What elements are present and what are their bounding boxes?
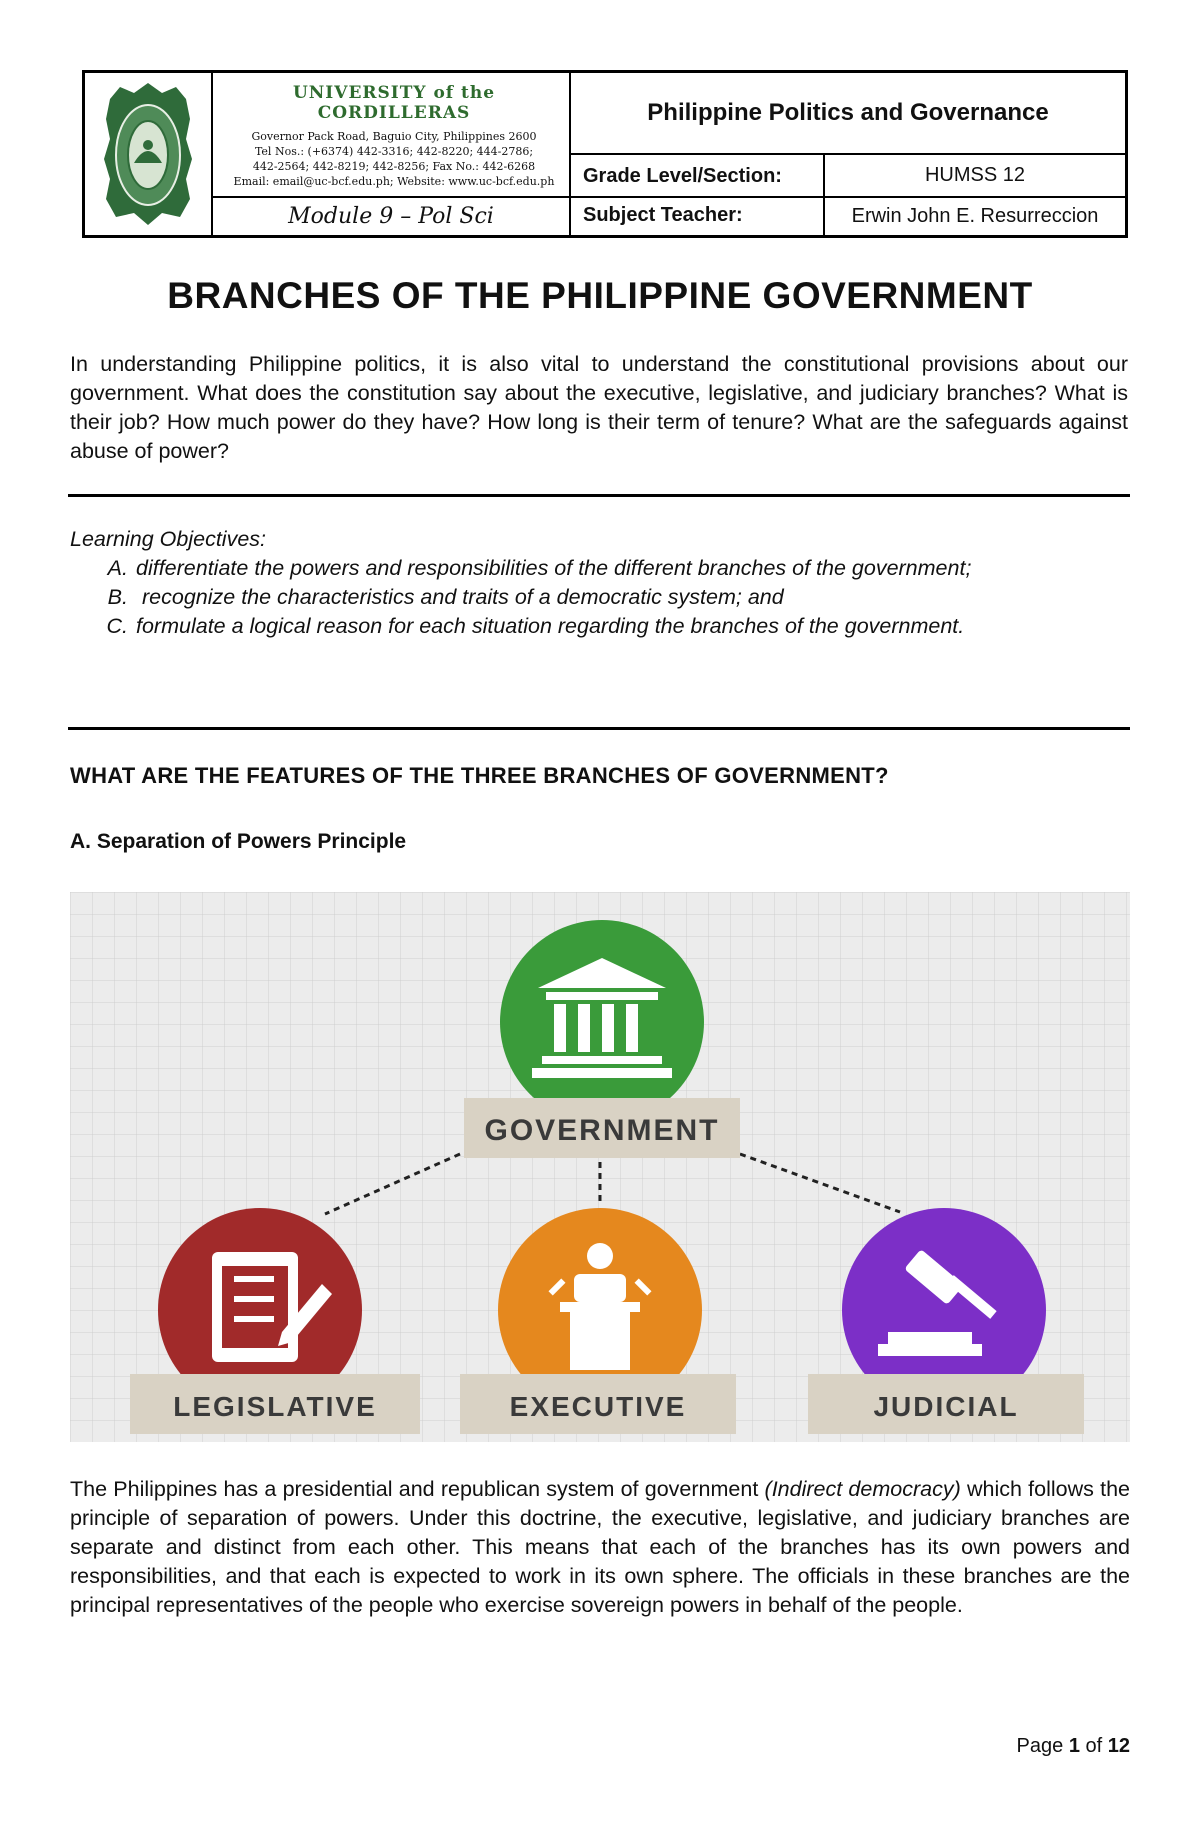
branches-diagram [70,892,1130,1442]
body-text-part2: which follows the principle of separation of powers. Under this doctrine, the executive, legislative, and judiciary branches are separate and distinct from each other. This means that each of the branches has its own powers and responsibilities, and that each is expected to work in its own sphere. The officials in these branches are the principal representatives of the people who exercise sovereign powers in behalf of the people. [70,1477,1130,1617]
page-total: 12 [1107,1735,1130,1757]
telephone-line-1: Tel Nos.: (+6374) 442-3316; 442-8220; 444-2786; [254,145,534,158]
objective-letter: C. [106,614,128,638]
grade-level-label: Grade Level/Section: [571,155,825,198]
body-text-part1: The Philippines has a presidential and republican system of government [70,1477,765,1501]
subject-teacher-value: Erwin John E. Resurreccion [851,205,1099,227]
objective-letter: A. [107,556,128,580]
seal-icon [100,79,196,229]
objective-text: formulate a logical reason for each situation regarding the branches of the government. [136,614,965,638]
address: Governor Pack Road, Baguio City, Philippines 2600 [251,130,537,143]
page-title: BRANCHES OF THE PHILIPPINE GOVERNMENT [167,275,1033,316]
objectives-heading: Learning Objectives: [70,527,266,551]
judicial-label: JUDICIAL [873,1391,1019,1422]
email-website: Email: email@uc-bcf.edu.ph; Website: www.uc-bcf.edu.ph [233,175,555,188]
section-heading: WHAT ARE THE FEATURES OF THE THREE BRANCHES OF GOVERNMENT? [70,763,889,788]
body-paragraph [70,1475,1130,1620]
university-info [213,73,571,198]
university-seal [85,73,213,235]
university-name: UNIVERSITY of the CORDILLERAS [292,83,496,123]
page-word: Page [1016,1735,1064,1757]
subject-teacher-label: Subject Teacher: [571,198,825,235]
header-table [82,70,1128,238]
body-text-italic: (Indirect democracy) [764,1477,961,1501]
telephone-line-2: 442-2564; 442-8219; 442-8256; Fax No.: 442-6268 [252,160,536,173]
grade-level-value: HUMSS 12 [825,155,1125,198]
page-current: 1 [1068,1735,1080,1757]
page-number [1017,1735,1130,1758]
module-label: Module 9 – Pol Sci [213,198,571,235]
legislative-label: LEGISLATIVE [173,1391,377,1422]
of-word: of [1085,1735,1103,1757]
objective-letter: B. [107,585,128,609]
divider-top [68,494,1130,497]
sub-heading: A. Separation of Powers Principle [70,830,407,853]
learning-objectives [70,525,1130,641]
objective-item [70,554,1130,583]
objective-text: differentiate the powers and responsibilities of the different branches of the government; [136,556,972,580]
objective-item [70,612,1130,641]
government-label: GOVERNMENT [484,1114,720,1147]
executive-label: EXECUTIVE [509,1391,687,1422]
intro-paragraph: In understanding Philippine politics, it is also vital to understand the constitutional provisions about our government. What does the constitution say about the executive, legislative, and judiciary branches? What is their job? How much power do they have? How long is their term of tenure? What are the safeguards against abuse of power? [70,352,1128,463]
objective-text: recognize the characteristics and traits of a democratic system; and [142,585,784,609]
objective-item [70,583,1130,612]
subject-title: Philippine Politics and Governance [571,73,1125,155]
divider-bottom [68,727,1130,730]
